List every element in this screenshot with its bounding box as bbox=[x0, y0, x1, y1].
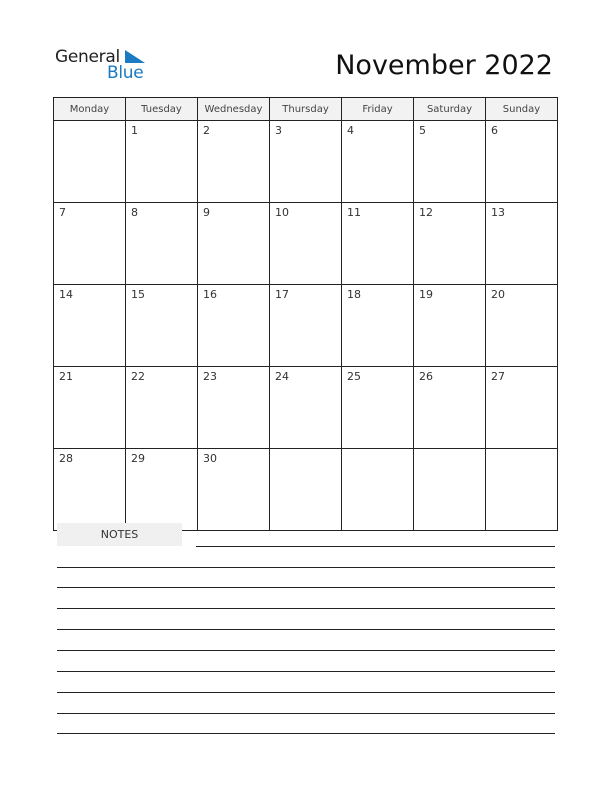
day-cell: 13 bbox=[486, 203, 558, 285]
weekday-header-row bbox=[54, 98, 558, 121]
day-cell: 25 bbox=[342, 367, 414, 449]
weekday-sunday: Sunday bbox=[486, 98, 558, 121]
week-row bbox=[54, 285, 558, 367]
week-row bbox=[54, 449, 558, 531]
day-cell bbox=[270, 449, 342, 531]
day-cell: 4 bbox=[342, 121, 414, 203]
notes-line bbox=[57, 692, 555, 693]
day-cell bbox=[486, 449, 558, 531]
notes-line bbox=[57, 629, 555, 630]
day-cell: 10 bbox=[270, 203, 342, 285]
month-title: November 2022 bbox=[335, 50, 553, 81]
week-row bbox=[54, 203, 558, 285]
calendar-grid bbox=[53, 97, 558, 531]
day-cell: 19 bbox=[414, 285, 486, 367]
day-cell: 20 bbox=[486, 285, 558, 367]
day-cell: 27 bbox=[486, 367, 558, 449]
weekday-tuesday: Tuesday bbox=[126, 98, 198, 121]
logo-text-general: General bbox=[55, 47, 120, 67]
day-cell: 2 bbox=[198, 121, 270, 203]
day-cell: 22 bbox=[126, 367, 198, 449]
logo-text-blue: Blue bbox=[107, 63, 144, 83]
week-row bbox=[54, 367, 558, 449]
day-cell: 23 bbox=[198, 367, 270, 449]
week-row bbox=[54, 121, 558, 203]
day-cell: 30 bbox=[198, 449, 270, 531]
day-cell: 26 bbox=[414, 367, 486, 449]
day-cell: 24 bbox=[270, 367, 342, 449]
general-blue-logo bbox=[55, 47, 155, 83]
day-cell bbox=[342, 449, 414, 531]
weekday-saturday: Saturday bbox=[414, 98, 486, 121]
day-cell: 17 bbox=[270, 285, 342, 367]
day-cell: 12 bbox=[414, 203, 486, 285]
day-cell: 8 bbox=[126, 203, 198, 285]
day-cell bbox=[414, 449, 486, 531]
day-cell: 21 bbox=[54, 367, 126, 449]
notes-label: NOTES bbox=[57, 523, 182, 546]
day-cell: 16 bbox=[198, 285, 270, 367]
day-cell: 15 bbox=[126, 285, 198, 367]
day-cell: 18 bbox=[342, 285, 414, 367]
day-cell: 6 bbox=[486, 121, 558, 203]
notes-line bbox=[196, 546, 555, 547]
day-cell: 29 bbox=[126, 449, 198, 531]
weekday-friday: Friday bbox=[342, 98, 414, 121]
notes-line bbox=[57, 733, 555, 734]
notes-line bbox=[57, 608, 555, 609]
weekday-wednesday: Wednesday bbox=[198, 98, 270, 121]
notes-line bbox=[57, 671, 555, 672]
day-cell bbox=[54, 121, 126, 203]
day-cell: 9 bbox=[198, 203, 270, 285]
notes-line bbox=[57, 587, 555, 588]
day-cell: 3 bbox=[270, 121, 342, 203]
logo-triangle-icon bbox=[125, 50, 145, 63]
day-cell: 5 bbox=[414, 121, 486, 203]
notes-line bbox=[57, 650, 555, 651]
notes-line bbox=[57, 713, 555, 714]
weekday-thursday: Thursday bbox=[270, 98, 342, 121]
notes-line bbox=[57, 567, 555, 568]
weekday-monday: Monday bbox=[54, 98, 126, 121]
day-cell: 14 bbox=[54, 285, 126, 367]
day-cell: 7 bbox=[54, 203, 126, 285]
day-cell: 11 bbox=[342, 203, 414, 285]
day-cell: 28 bbox=[54, 449, 126, 531]
day-cell: 1 bbox=[126, 121, 198, 203]
